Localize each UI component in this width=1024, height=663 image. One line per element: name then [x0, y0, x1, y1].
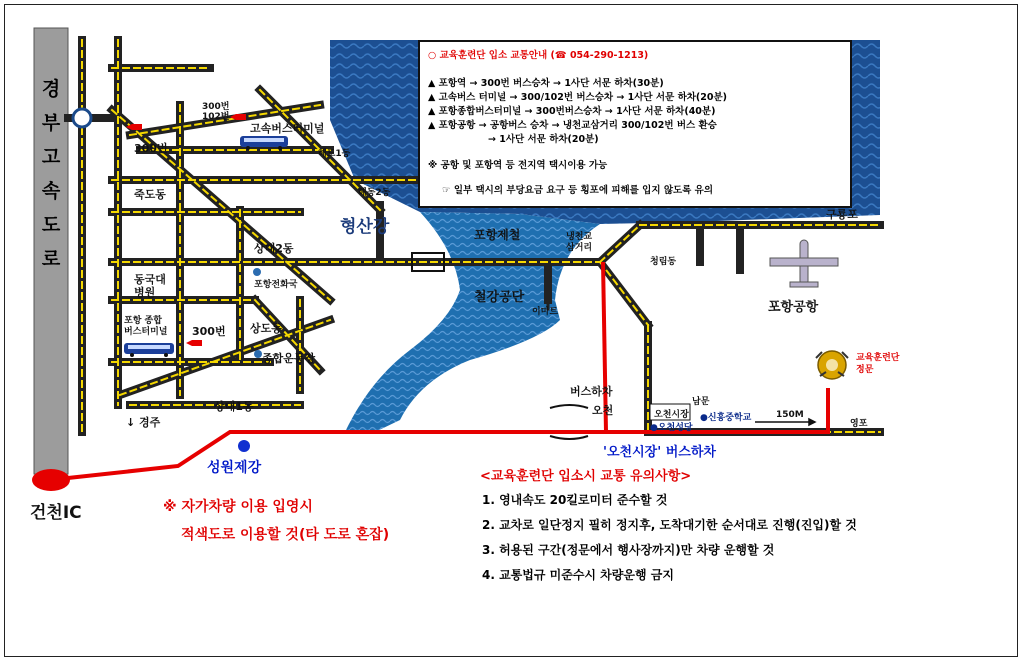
- info-line: ▲ 포항종합버스터미널 → 300번버스승차 → 1사단 서문 하차(40분): [428, 106, 716, 117]
- blue-dot-icon: [253, 268, 261, 276]
- ic-label: 건천IC: [30, 503, 82, 523]
- label-bus-stop: 버스하차: [570, 385, 613, 398]
- label-bus300: 300번: [134, 142, 168, 155]
- label-steel-complex: 철강공단: [474, 290, 525, 305]
- expressway-label: [34, 72, 68, 276]
- info-line: ▲ 포항공항 → 공항버스 승차 → 냉천교삼거리 300/102번 버스 환승: [428, 120, 717, 131]
- rule-item: 2. 교차로 일단정지 필히 정지후, 도착대기한 순서대로 진행(진입)할 것: [482, 518, 857, 532]
- expressway-char: 고: [41, 146, 61, 168]
- label-gurongpo: 구룡포: [826, 208, 858, 221]
- rule-item: 4. 교통법규 미준수시 차량운행 금지: [482, 568, 674, 582]
- car-notice-line1: ※ 자가차량 이용 입영시: [163, 499, 313, 515]
- info-line: ☞ 일부 택시의 부당요금 요구 등 횡포에 피해를 입지 않도록 유의: [442, 185, 714, 196]
- rules-title: <교육훈련단 입소시 교통 유의사항>: [480, 469, 692, 484]
- blue-dot-icon: [238, 440, 250, 452]
- info-box: [418, 40, 852, 208]
- label-sangdae1: 상대1동: [214, 400, 254, 413]
- label-express-terminal: 고속버스터미널: [250, 122, 325, 135]
- label-school: ●신흥중학교: [700, 413, 752, 423]
- label-distance: 150M: [776, 410, 804, 420]
- bus-icon: [124, 343, 174, 357]
- circle-marker-icon: [73, 109, 91, 127]
- expressway-char: 부: [41, 112, 61, 134]
- rule-item: 1. 영내속도 20킬로미터 준수할 것: [482, 493, 668, 507]
- blue-dot-icon: [254, 350, 262, 358]
- info-title: ○ 교육훈련단 입소 교통안내 (☎ 054-290-1213): [428, 50, 649, 61]
- label-nammun: 남문: [692, 397, 710, 407]
- label-yeongpo: 영포: [850, 419, 868, 429]
- rule-item: 3. 허용된 구간(정문에서 행사장까지)만 차량 운행할 것: [482, 543, 775, 557]
- info-line: ※ 공항 및 포항역 등 전지역 택시이용 가능: [428, 160, 608, 171]
- label-dongguk: 동국대 병원: [134, 273, 166, 299]
- label-emart: 이마트: [532, 307, 559, 317]
- label-jukdo: 죽도동: [134, 188, 166, 201]
- info-line: ▲ 포항역 → 300번 버스승차 → 1사단 서문 하차(30분): [428, 78, 664, 89]
- expressway-char: 속: [41, 180, 61, 202]
- label-airport: 포항공항: [768, 300, 819, 315]
- airplane-icon: [770, 240, 838, 287]
- label-ocheon-church: ●오천성당: [650, 423, 693, 433]
- label-training-gate: 교육훈련단 정문: [856, 353, 900, 375]
- label-sangdae2: 상대2동: [254, 242, 294, 255]
- info-line: → 1사단 서문 하차(20분): [488, 134, 599, 145]
- label-ocheon: 오천: [592, 404, 614, 417]
- label-gyeongju: ↓ 경주: [126, 416, 161, 429]
- label-telecom: 포항전화국: [254, 280, 298, 290]
- label-seongwon: 성원제강: [207, 460, 262, 476]
- label-haedo2: 해동2동: [358, 188, 391, 198]
- label-bus300-mid: 300번: [192, 325, 226, 338]
- label-naengcheon: 냉천교 삼거리: [566, 232, 593, 253]
- ic-marker-icon: [32, 469, 70, 491]
- label-bus-stop-note: '오천시장' 버스하차: [603, 445, 716, 460]
- expressway-char: 로: [41, 248, 61, 270]
- label-cheongnim: 청림동: [650, 257, 677, 267]
- label-general-terminal: 포항 종합 버스터미널: [124, 316, 168, 337]
- label-haedo1: 해도1동: [318, 149, 351, 159]
- label-posco: 포항제철: [474, 228, 521, 242]
- emblem-icon: [816, 351, 848, 379]
- label-river: 형산강: [340, 217, 390, 237]
- label-sangdo: 상도동: [250, 322, 282, 335]
- expressway-char: 경: [41, 78, 61, 100]
- label-bus300-102: 300번 102번: [202, 102, 230, 122]
- label-stadium: 종합운동장: [262, 352, 316, 365]
- expressway-char: 도: [41, 214, 61, 236]
- label-ocheon-market: 오천시장: [654, 410, 689, 420]
- info-line: ▲ 고속버스 터미널 → 300/102번 버스승차 → 1사단 서문 하차(20분): [428, 92, 728, 103]
- car-notice-line2: 적색도로 이용할 것(타 도로 혼잡): [181, 527, 390, 543]
